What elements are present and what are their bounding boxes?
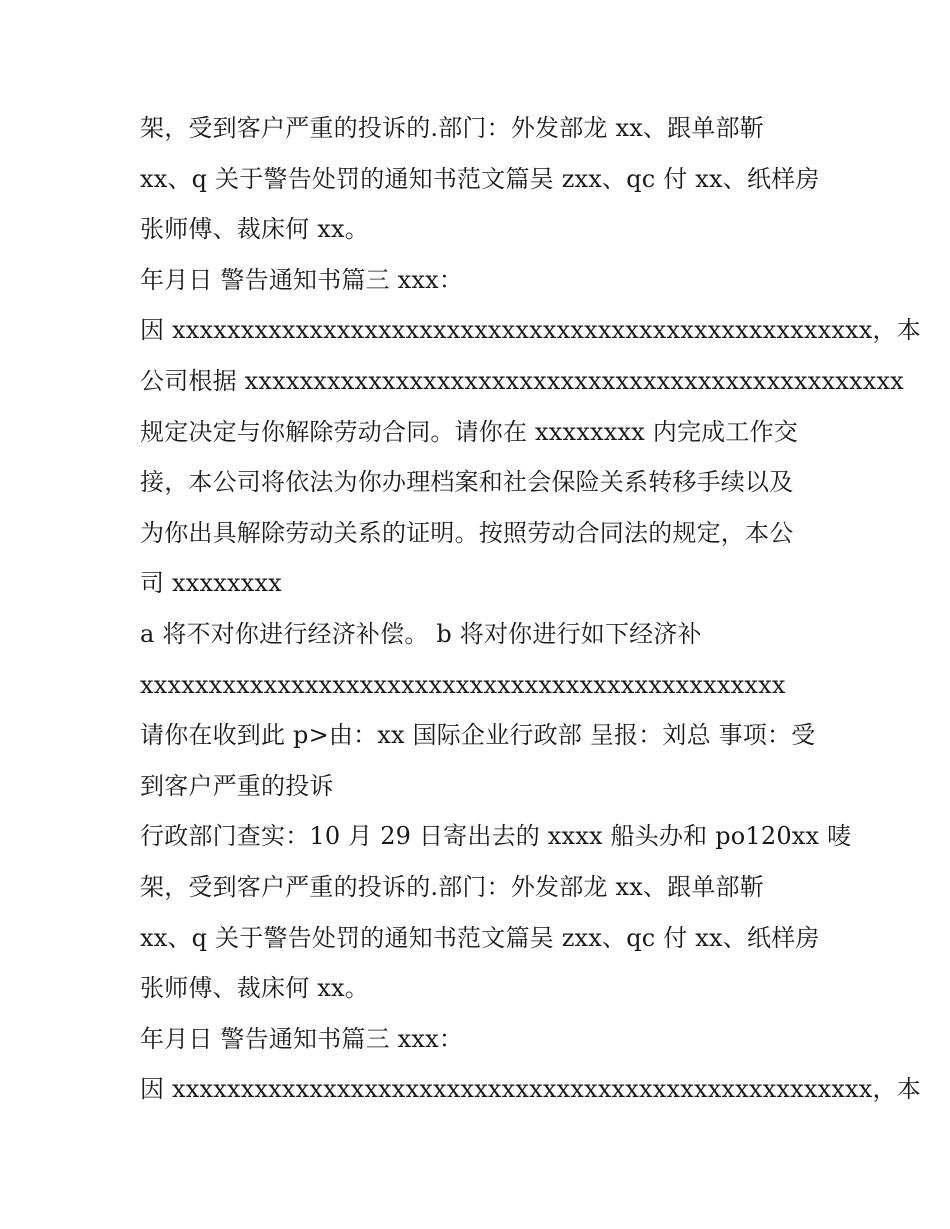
text-line: 行政部门查实：10 月 29 日寄出去的 xxxx 船头办和 po120xx 唛 bbox=[140, 822, 852, 851]
text-line: xxxxxxxxxxxxxxxxxxxxxxxxxxxxxxxxxxxxxxxxxxxxxxx bbox=[140, 670, 786, 699]
text-line: 规定决定与你解除劳动合同。请你在 xxxxxxxx 内完成工作交 bbox=[140, 417, 798, 446]
document-body bbox=[140, 103, 921, 1115]
text-line: 公司根据 xxxxxxxxxxxxxxxxxxxxxxxxxxxxxxxxxxxxxxxxxxxxxxxx bbox=[140, 366, 904, 395]
text-line: a 将不对你进行经济补偿。 b 将对你进行如下经济补 bbox=[140, 619, 702, 648]
text-line: 张师傅、裁床何 xx。 bbox=[140, 215, 369, 244]
text-line: 因 xxxxxxxxxxxxxxxxxxxxxxxxxxxxxxxxxxxxxxxxxxxxxxxxxxx，本 bbox=[140, 1075, 921, 1104]
text-line: 年月日 警告通知书篇三 xxx： bbox=[140, 265, 464, 294]
text-line: 接，本公司将依法为你办理档案和社会保险关系转移手续以及 bbox=[140, 468, 794, 497]
text-line: xx、q 关于警告处罚的通知书范文篇吴 zxx、qc 付 xx、纸样房 bbox=[140, 164, 820, 193]
text-line: 张师傅、裁床何 xx。 bbox=[140, 974, 369, 1003]
text-line: 司 xxxxxxxx bbox=[140, 569, 282, 598]
text-line: 请你在收到此 p>由：xx 国际企业行政部 呈报：刘总 事项：受 bbox=[140, 721, 816, 750]
text-line: xx、q 关于警告处罚的通知书范文篇吴 zxx、qc 付 xx、纸样房 bbox=[140, 923, 820, 952]
text-line: 因 xxxxxxxxxxxxxxxxxxxxxxxxxxxxxxxxxxxxxxxxxxxxxxxxxxx，本 bbox=[140, 316, 921, 345]
text-line: 年月日 警告通知书篇三 xxx： bbox=[140, 1024, 464, 1053]
text-line: 到客户严重的投诉 bbox=[140, 771, 334, 800]
text-line: 架，受到客户严重的投诉的.部门：外发部龙 xx、跟单部靳 bbox=[140, 114, 764, 142]
text-line: 架，受到客户严重的投诉的.部门：外发部龙 xx、跟单部靳 bbox=[140, 872, 764, 901]
text-line: 为你出具解除劳动关系的证明。按照劳动合同法的规定，本公 bbox=[140, 518, 794, 547]
